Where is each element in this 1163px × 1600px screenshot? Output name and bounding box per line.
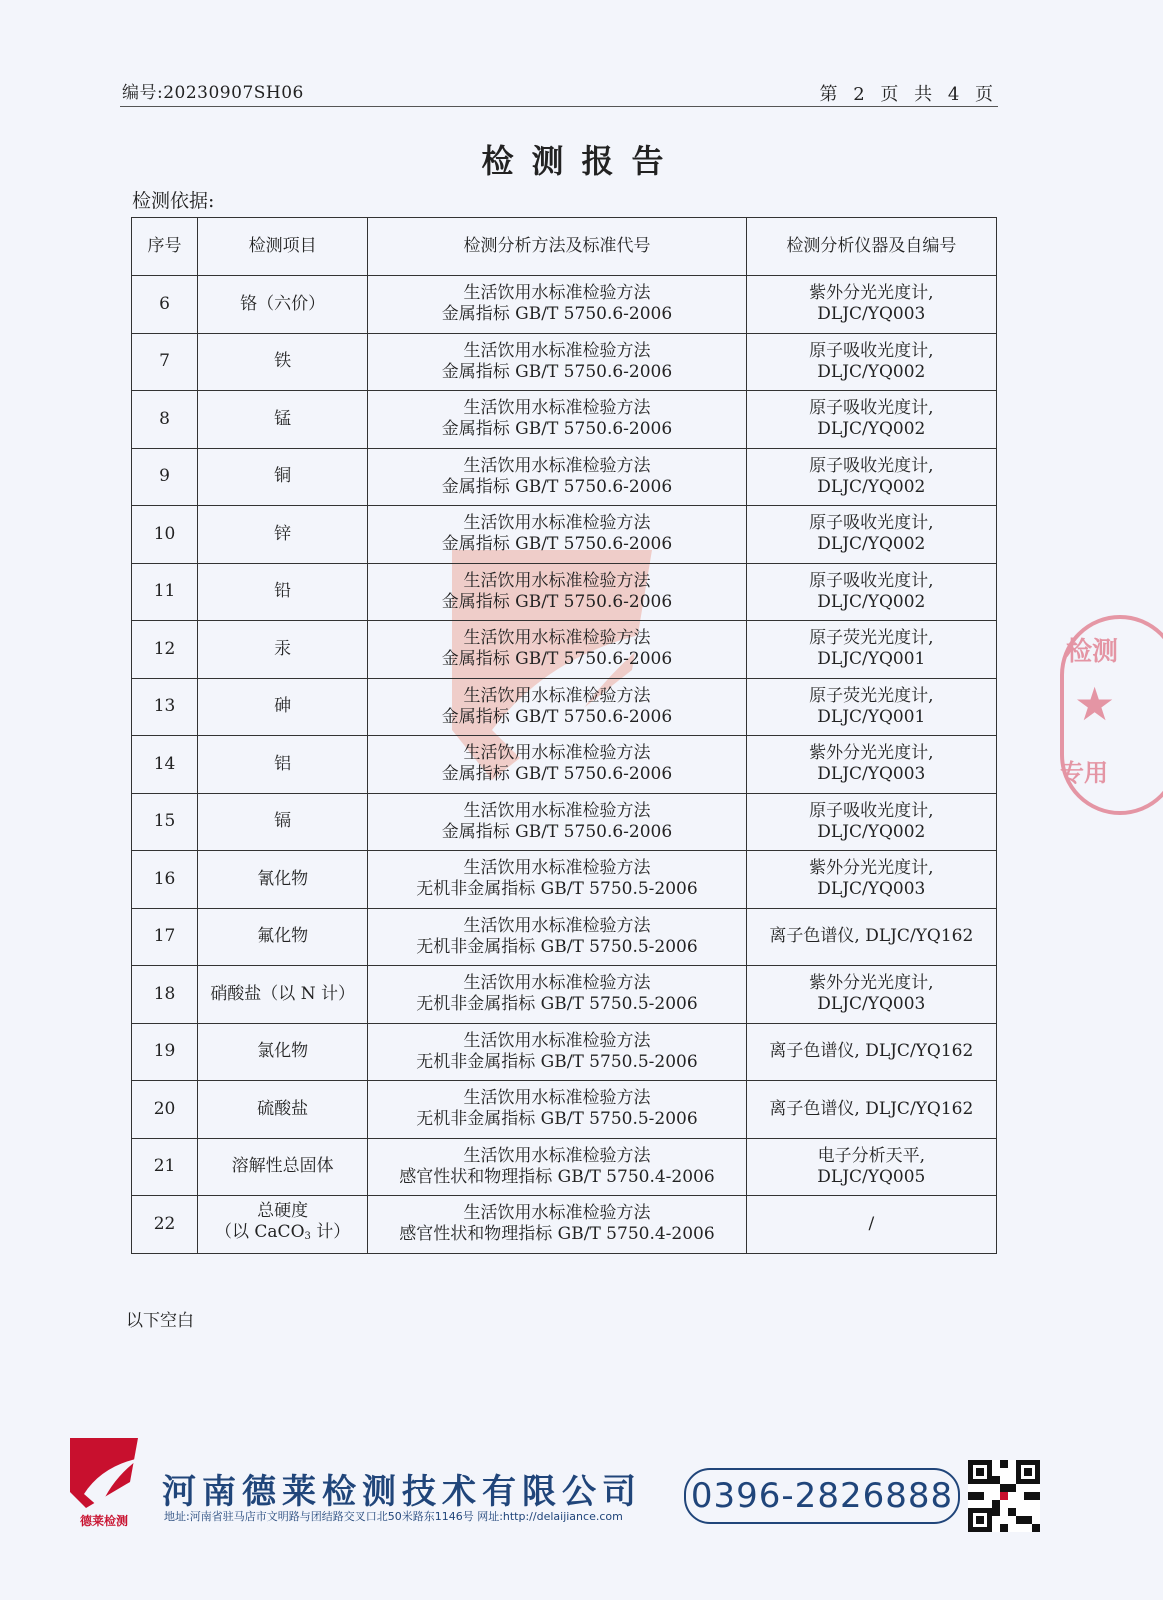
page-title: 检测报告 [481,142,682,180]
instrument-line: 原子吸收光度计, [809,800,934,821]
item-name: 铁 [274,351,292,372]
method-line: 生活饮用水标准检验方法 [463,973,651,994]
basis-label: 检测依据: [132,190,215,212]
item-note-subscript: 3 [304,1231,311,1243]
table-row [132,908,997,966]
method-line: 生活饮用水标准检验方法 [463,283,651,304]
cell-seq: 15 [132,793,198,851]
cell-method [368,966,746,1024]
cell-seq: 22 [132,1196,198,1254]
cell-instrument [746,1023,996,1081]
cell-instrument [746,333,996,391]
cell-item [198,448,368,506]
cell-seq: 20 [132,1081,198,1139]
instrument-line: 原子吸收光度计, [809,455,934,476]
logo-mark-icon [66,1432,142,1512]
cell-item [198,1138,368,1196]
company-address: 地址:河南省驻马店市文明路与团结路交叉口北50米路东1146号 网址:http://delaijiance.com [164,1510,623,1523]
company-logo [66,1432,142,1528]
method-line: 金属指标 GB/T 5750.6-2006 [441,476,673,497]
cell-item [198,1081,368,1139]
instrument-line: DLJC/YQ002 [817,361,926,382]
item-name: 铜 [274,466,292,487]
method-line: 金属指标 GB/T 5750.6-2006 [441,591,673,612]
item-name: 硝酸盐（以 N 计） [210,983,355,1004]
table-row [132,563,997,621]
method-line: 金属指标 GB/T 5750.6-2006 [441,534,673,555]
instrument-line: DLJC/YQ005 [817,1166,926,1187]
cell-method [368,621,746,679]
item-name: 汞 [274,638,292,659]
item-name: 总硬度 [257,1201,309,1222]
cell-item [198,391,368,449]
cell-item [198,966,368,1024]
table-row [132,793,997,851]
cell-seq: 8 [132,391,198,449]
cell-item [198,1023,368,1081]
method-line: 金属指标 GB/T 5750.6-2006 [441,649,673,670]
cell-item [198,276,368,334]
table-row [132,448,997,506]
cell-instrument [746,908,996,966]
instrument-line: 离子色谱仪, DLJC/YQ162 [769,926,974,947]
cell-item [198,563,368,621]
instrument-line: 离子色谱仪, DLJC/YQ162 [769,1041,974,1062]
method-line: 金属指标 GB/T 5750.6-2006 [441,764,673,785]
method-line: 生活饮用水标准检验方法 [463,340,651,361]
table-row [132,391,997,449]
cell-method [368,908,746,966]
table-row [132,1196,997,1254]
instrument-line: 紫外分光光度计, [809,283,934,304]
cell-method [368,448,746,506]
cell-item [198,736,368,794]
cell-instrument [746,1196,996,1254]
company-name: 河南德莱检测技术有限公司 [162,1472,642,1512]
cell-method [368,506,746,564]
cell-method [368,793,746,851]
instrument-line: DLJC/YQ003 [817,764,926,785]
method-line: 金属指标 GB/T 5750.6-2006 [441,361,673,382]
item-name: 铝 [274,753,292,774]
cell-instrument [746,1081,996,1139]
header-divider [120,106,998,107]
cell-item [198,333,368,391]
table-row [132,333,997,391]
cell-item [198,678,368,736]
method-line: 金属指标 GB/T 5750.6-2006 [441,706,673,727]
cell-instrument [746,966,996,1024]
instrument-line: DLJC/YQ002 [817,476,926,497]
instrument-line: 紫外分光光度计, [809,858,934,879]
instrument-line: DLJC/YQ002 [817,534,926,555]
page-indicator: 第 2 页 共 4 页 [819,84,998,105]
item-name: 硫酸盐 [257,1098,309,1119]
item-name: 铅 [274,581,292,602]
item-note-suffix: 计） [310,1222,351,1243]
method-line: 生活饮用水标准检验方法 [463,628,651,649]
cell-method [368,1081,746,1139]
method-line: 感官性状和物理指标 GB/T 5750.4-2006 [399,1224,715,1245]
stamp-text-bottom: 专用 [1060,759,1108,787]
instrument-line: 电子分析天平, [817,1145,926,1166]
item-name: 砷 [274,696,292,717]
item-name: 铬（六价） [240,293,326,314]
table-row [132,851,997,909]
method-line: 无机非金属指标 GB/T 5750.5-2006 [416,994,698,1015]
method-line: 生活饮用水标准检验方法 [463,915,651,936]
method-line: 无机非金属指标 GB/T 5750.5-2006 [416,1109,698,1130]
header-item: 检测项目 [198,218,368,276]
method-line: 生活饮用水标准检验方法 [463,398,651,419]
item-name: 氯化物 [257,1041,309,1062]
cell-seq: 19 [132,1023,198,1081]
method-line: 生活饮用水标准检验方法 [463,743,651,764]
instrument-line: 离子色谱仪, DLJC/YQ162 [769,1098,974,1119]
table-row [132,276,997,334]
cell-seq: 9 [132,448,198,506]
cell-instrument [746,391,996,449]
instrument-line: 原子荧光光度计, [809,685,934,706]
instrument-line: DLJC/YQ003 [817,304,926,325]
cell-instrument [746,793,996,851]
method-line: 金属指标 GB/T 5750.6-2006 [441,419,673,440]
instrument-line: DLJC/YQ003 [817,879,926,900]
method-line: 生活饮用水标准检验方法 [463,800,651,821]
table-row [132,1138,997,1196]
cell-item [198,621,368,679]
cell-method [368,1023,746,1081]
header-seq: 序号 [132,218,198,276]
seal-stamp [1060,615,1120,815]
table-row [132,966,997,1024]
item-name: 溶解性总固体 [231,1156,334,1177]
table-row [132,506,997,564]
item-name-note [198,1222,367,1247]
cell-method [368,678,746,736]
blank-note: 以下空白 [126,1311,194,1331]
table-row [132,1081,997,1139]
header-method: 检测分析方法及标准代号 [368,218,746,276]
method-line: 无机非金属指标 GB/T 5750.5-2006 [416,936,698,957]
report-number: 编号:20230907SH06 [122,83,304,103]
method-line: 生活饮用水标准检验方法 [463,685,651,706]
cell-method [368,736,746,794]
qr-code-icon [968,1460,1040,1532]
cell-instrument [746,448,996,506]
method-line: 生活饮用水标准检验方法 [463,570,651,591]
cell-method [368,276,746,334]
cell-seq: 10 [132,506,198,564]
instrument-line: 原子吸收光度计, [809,513,934,534]
instrument-line: DLJC/YQ001 [817,649,926,670]
instrument-line: 原子吸收光度计, [809,340,934,361]
method-line: 生活饮用水标准检验方法 [463,1030,651,1051]
method-line: 金属指标 GB/T 5750.6-2006 [441,304,673,325]
table-row [132,678,997,736]
item-name: 氰化物 [257,868,309,889]
cell-method [368,563,746,621]
cell-item [198,793,368,851]
cell-item [198,506,368,564]
cell-instrument [746,621,996,679]
stamp-text-top: 检测 [1066,637,1119,667]
cell-method [368,391,746,449]
instrument-line: DLJC/YQ002 [817,821,926,842]
cell-seq: 11 [132,563,198,621]
instrument-line: 原子吸收光度计, [809,570,934,591]
cell-instrument [746,678,996,736]
instrument-line: DLJC/YQ003 [817,994,926,1015]
company-phone: 0396-2826888 [684,1468,960,1524]
cell-seq: 7 [132,333,198,391]
instrument-line: DLJC/YQ001 [817,706,926,727]
cell-method [368,851,746,909]
item-name: 氟化物 [257,926,309,947]
cell-seq: 14 [132,736,198,794]
method-line: 无机非金属指标 GB/T 5750.5-2006 [416,879,698,900]
cell-item [198,1196,368,1254]
item-name: 镉 [274,811,292,832]
cell-instrument [746,736,996,794]
cell-seq: 21 [132,1138,198,1196]
cell-instrument [746,851,996,909]
logo-text: 德莱检测 [79,1514,128,1528]
cell-item [198,851,368,909]
cell-seq: 6 [132,276,198,334]
cell-method [368,1138,746,1196]
header-instrument: 检测分析仪器及自编号 [746,218,996,276]
item-note-prefix: （以 CaCO [215,1222,305,1243]
cell-seq: 18 [132,966,198,1024]
instrument-line: 原子吸收光度计, [809,398,934,419]
method-line: 感官性状和物理指标 GB/T 5750.4-2006 [399,1166,715,1187]
star-icon: ★ [1074,677,1116,731]
cell-instrument [746,276,996,334]
table-row [132,736,997,794]
instrument-line: 紫外分光光度计, [809,743,934,764]
cell-seq: 17 [132,908,198,966]
test-basis-table [131,217,997,1254]
instrument-line: DLJC/YQ002 [817,419,926,440]
instrument-line: DLJC/YQ002 [817,591,926,612]
instrument-line: / [868,1213,875,1234]
method-line: 生活饮用水标准检验方法 [463,513,651,534]
cell-seq: 13 [132,678,198,736]
table-row [132,621,997,679]
method-line: 生活饮用水标准检验方法 [463,1088,651,1109]
item-name: 锰 [274,408,292,429]
method-line: 生活饮用水标准检验方法 [463,858,651,879]
instrument-line: 原子荧光光度计, [809,628,934,649]
method-line: 生活饮用水标准检验方法 [463,455,651,476]
cell-seq: 12 [132,621,198,679]
cell-instrument [746,506,996,564]
cell-method [368,333,746,391]
table-row [132,1023,997,1081]
cell-seq: 16 [132,851,198,909]
item-name: 锌 [274,523,292,544]
method-line: 金属指标 GB/T 5750.6-2006 [441,821,673,842]
method-line: 生活饮用水标准检验方法 [463,1145,651,1166]
table-header-row [132,218,997,276]
cell-method [368,1196,746,1254]
instrument-line: 紫外分光光度计, [809,973,934,994]
cell-instrument [746,1138,996,1196]
method-line: 无机非金属指标 GB/T 5750.5-2006 [416,1051,698,1072]
cell-item [198,908,368,966]
method-line: 生活饮用水标准检验方法 [463,1203,651,1224]
cell-instrument [746,563,996,621]
